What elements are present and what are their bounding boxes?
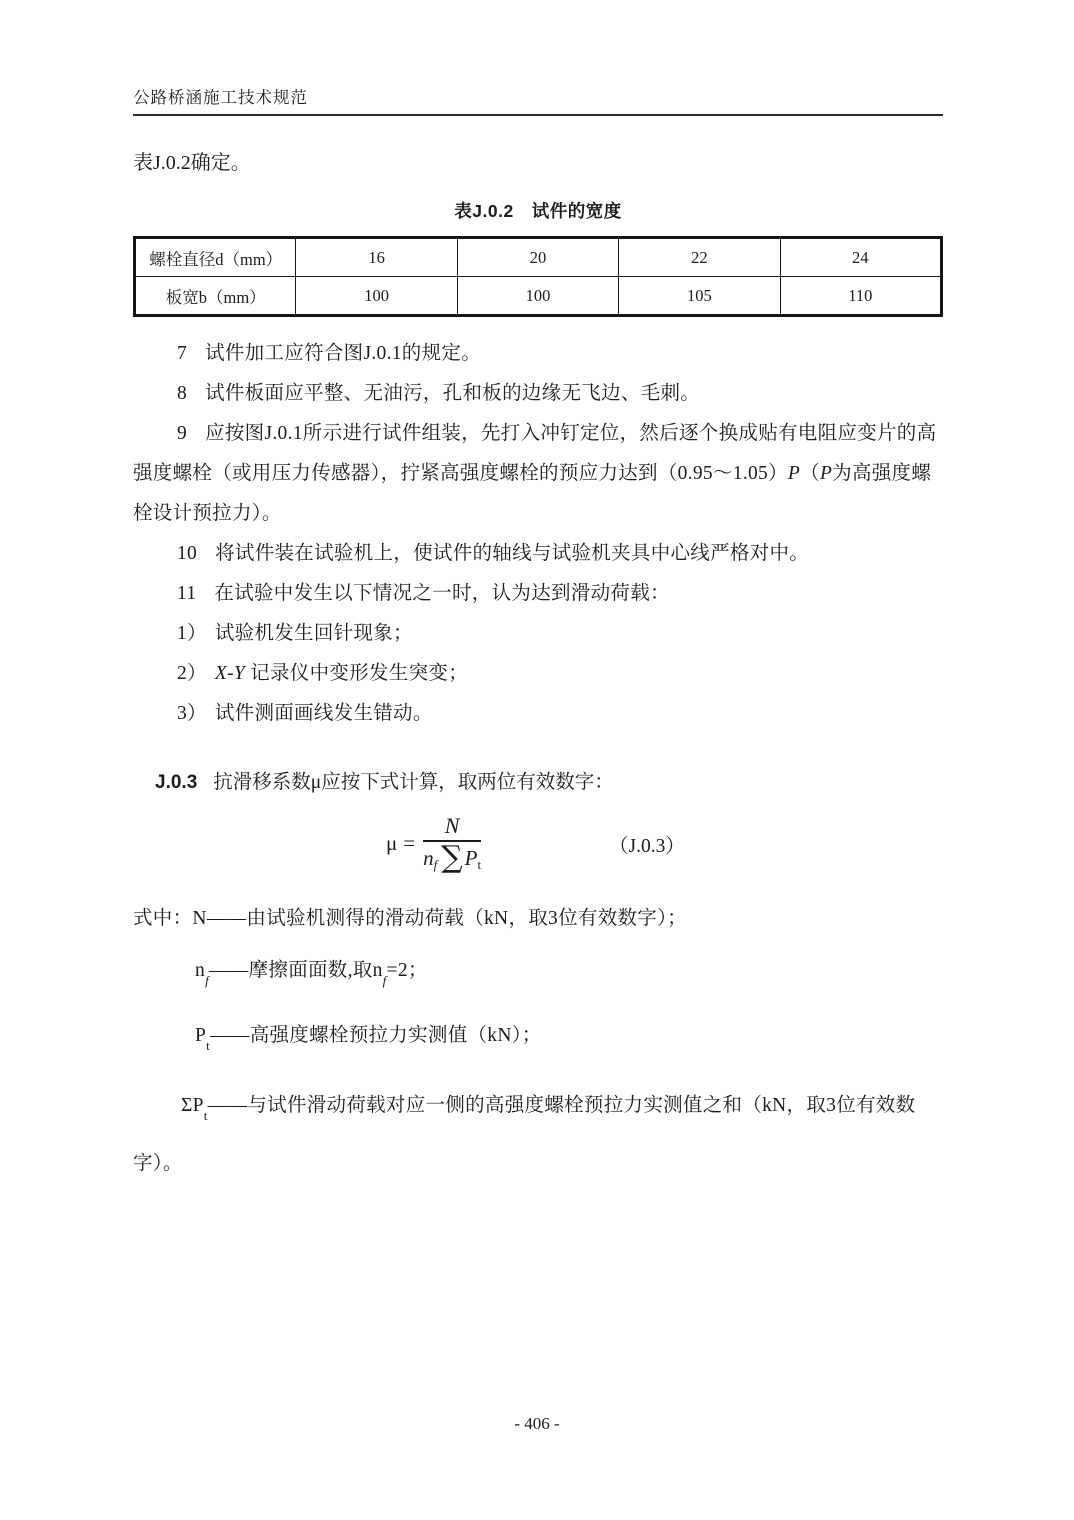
intro-paragraph: 表J.0.2确定。: [133, 152, 251, 174]
equation-number: （J.0.3）: [609, 836, 685, 857]
item-number: 3）: [177, 703, 207, 724]
subscript-t: t: [203, 1107, 208, 1123]
fraction: [423, 814, 481, 873]
running-header: [133, 0, 943, 116]
item-text: 在试验中发生以下情况之一时，认为达到滑动荷载：: [214, 583, 670, 604]
dash: ——: [208, 960, 249, 981]
header-title: 公路桥涵施工技术规范: [133, 88, 308, 107]
sub-item-2: [133, 654, 943, 694]
table-cell: 20: [457, 238, 618, 277]
variable-pt: P: [464, 846, 478, 870]
variable-n-load: N: [444, 813, 460, 838]
table-cell: 105: [619, 277, 780, 316]
item-text: （: [800, 463, 820, 484]
variable-n-load: N: [192, 908, 207, 929]
list-item-11: [133, 574, 943, 614]
item-text: 记录仪中变形发生突变；: [245, 663, 468, 684]
definition-lead: 式中：: [133, 908, 193, 929]
row-label: 螺栓直径d（mm）: [135, 238, 296, 277]
item-number: 9: [177, 423, 188, 444]
list-item-10: [133, 534, 943, 574]
definition-nf: [133, 950, 943, 998]
row-label: 板宽b（mm）: [135, 277, 296, 316]
table-cell: 100: [457, 277, 618, 316]
clause-list: [133, 334, 943, 734]
formula-block: [133, 804, 943, 896]
equation: [386, 814, 481, 873]
definition-pt: [133, 1015, 943, 1063]
definition-text: 与试件滑动荷载对应一侧的高强度螺栓预拉力实测值之和（kN，取3位有效数字）。: [133, 1094, 916, 1174]
item-number: 10: [177, 543, 198, 564]
fraction-denominator: [423, 842, 481, 873]
item-text: 试件加工应符合图J.0.1的规定。: [205, 343, 482, 364]
variable-xy: X-Y: [214, 663, 246, 684]
list-item-7: [133, 334, 943, 374]
item-text: 试件板面应平整、无油污，孔和板的边缘无飞边、毛刺。: [205, 383, 701, 404]
item-number: 2）: [177, 663, 207, 684]
definition-text: =2；: [386, 960, 428, 981]
item-text: 为高强度螺栓设计预拉力）。: [133, 463, 932, 524]
symbol-definitions: [133, 898, 943, 1190]
definition-text: 摩擦面面数,取n: [248, 960, 383, 981]
table-cell: 100: [296, 277, 457, 316]
variable-nf: n: [195, 960, 206, 981]
page-footer: [0, 1414, 1074, 1434]
fraction-numerator: [423, 814, 481, 842]
definition-sum-pt: [133, 1080, 943, 1190]
variable-pt: P: [195, 1024, 207, 1046]
table-caption: 表J.0.2 试件的宽度: [454, 201, 622, 221]
section-label: J.0.3: [155, 772, 198, 793]
dash: ——: [207, 1094, 248, 1116]
definition-text: 由试验机测得的滑动荷载（kN，取3位有效数字）；: [246, 908, 687, 929]
table-row: [135, 238, 942, 277]
section-text: 抗滑移系数μ应按下式计算，取两位有效数字：: [213, 772, 614, 793]
equals-sign: =: [403, 831, 416, 855]
variable-p: P: [787, 463, 801, 484]
subscript-f: f: [433, 856, 438, 872]
page-number: - 406 -: [514, 1414, 560, 1433]
variable-sum-pt: ΣP: [181, 1094, 204, 1116]
item-text: 将试件装在试验机上，使试件的轴线与试验机夹具中心线严格对中。: [215, 543, 810, 564]
sub-item-1: [133, 614, 943, 654]
sub-item-3: [133, 694, 943, 734]
item-text: 应按图J.0.1所示进行试件组装，先打入冲钉定位，然后逐个换成贴有电阻应变片的高强度螺栓（或用压力传感器），拧紧高强度螺栓的预应力达到（0.95～1.05）: [133, 423, 937, 484]
definition-text: 高强度螺栓预拉力实测值（kN）；: [249, 1024, 542, 1046]
item-text: 试验机发生回针现象；: [214, 623, 413, 644]
definition-n: [133, 898, 943, 940]
item-number: 1）: [177, 623, 207, 644]
table-cell: 110: [780, 277, 941, 316]
section-heading-j03: [133, 768, 943, 798]
item-number: 8: [177, 383, 188, 404]
list-item-9: [133, 414, 943, 534]
dash: ——: [206, 908, 247, 929]
item-number: 7: [177, 343, 188, 364]
sigma-icon: ∑: [441, 840, 463, 875]
table-row: [135, 277, 942, 316]
subscript-f: f: [382, 972, 387, 988]
specimen-width-table: [133, 236, 943, 317]
subscript-f: f: [205, 972, 209, 988]
variable-nf: n: [423, 846, 434, 870]
table-cell: 16: [296, 238, 457, 277]
dash: ——: [210, 1024, 250, 1046]
item-text: 试件测面画线发生错动。: [214, 703, 433, 724]
table-cell: 24: [780, 238, 941, 277]
item-number: 11: [177, 583, 197, 604]
document-page: [133, 0, 943, 1190]
table-cell: 22: [619, 238, 780, 277]
list-item-8: [133, 374, 943, 414]
subscript-t: t: [477, 856, 482, 872]
variable-p: P: [819, 463, 833, 484]
subscript-t: t: [206, 1037, 211, 1053]
mu-symbol: μ: [386, 831, 398, 855]
